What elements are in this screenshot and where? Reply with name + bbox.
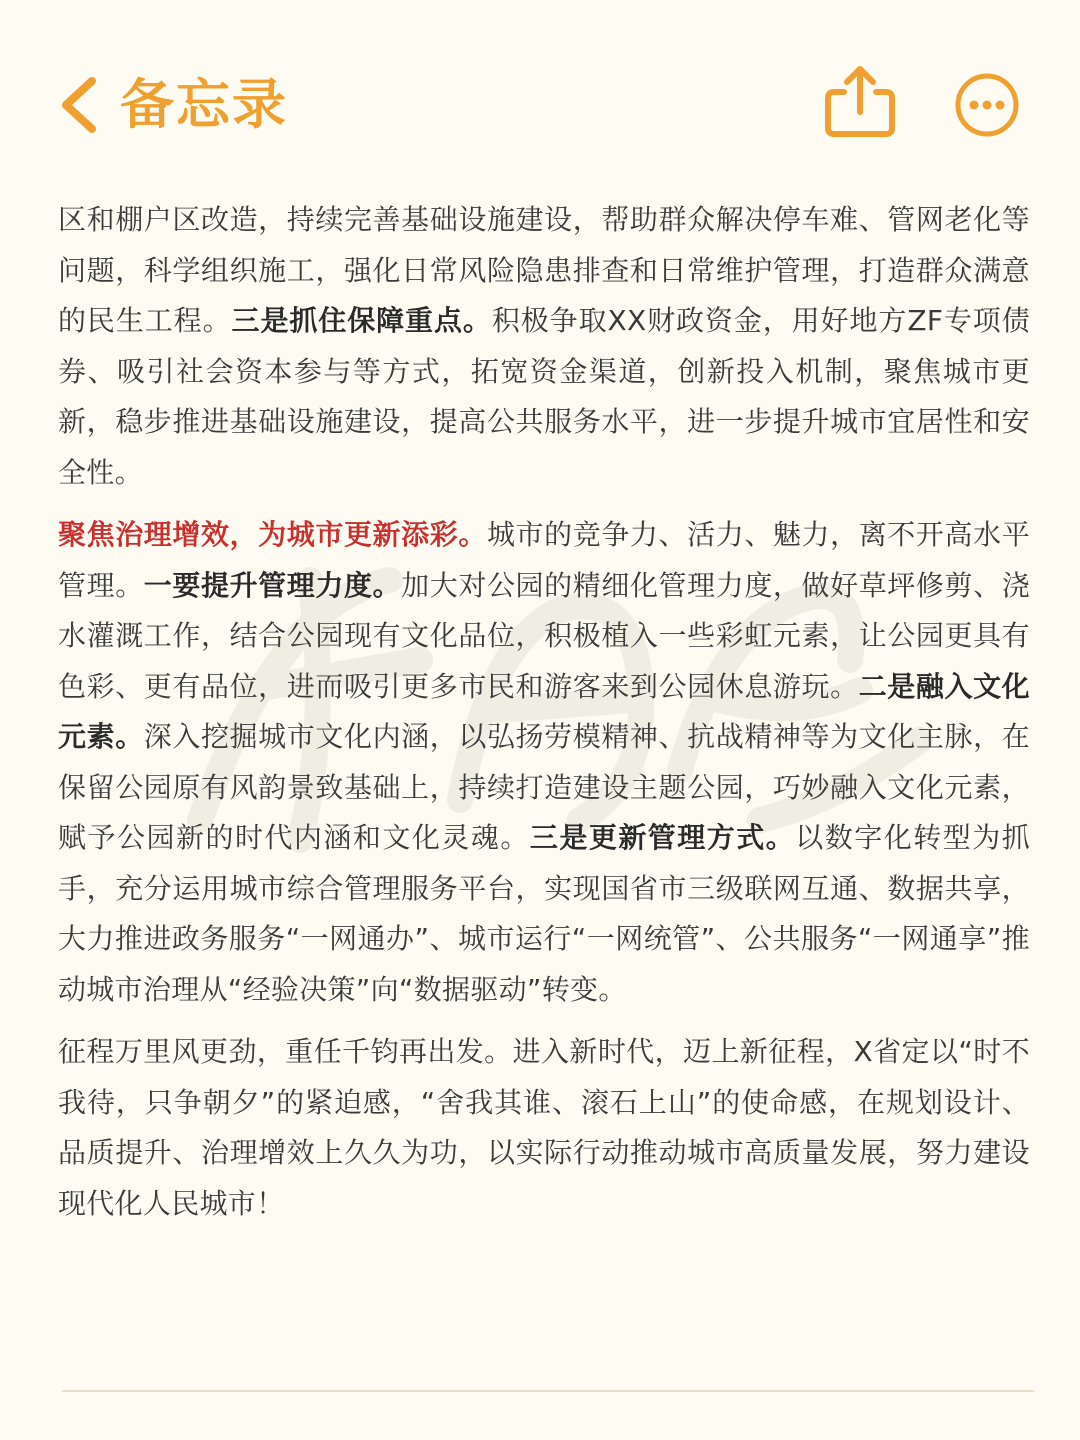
back-button[interactable] — [58, 60, 288, 150]
paragraph-3 — [58, 1027, 1030, 1229]
bold-subheading: 三是更新管理方式。 — [529, 821, 796, 854]
share-icon — [820, 62, 900, 142]
nav-bar — [0, 0, 1080, 180]
note-content — [58, 195, 1030, 1241]
more-dots-icon — [954, 72, 1020, 138]
more-button[interactable] — [954, 72, 1020, 138]
paragraph-2 — [58, 510, 1030, 1015]
text-run: 城市的竞争力、活力、魅力，离不开高水平管理。 — [58, 518, 1030, 602]
bold-subheading: 二是融入文化元素。 — [58, 669, 1030, 753]
text-run: 征程万里风更劲，重任千钧再出发。进入新时代，迈上新征程，X省定以“时不我待，只争朝夕”的紧迫感，“舍我其谁、滚石上山”的使命感，在规划设计、品质提升、治理增效上久久为功，以实际行动推动城市高质量发展，努力建设现代化人民城市！ — [58, 1035, 1030, 1220]
bold-subheading: 三是抓住保障重点。 — [231, 304, 492, 337]
chevron-left-icon — [58, 75, 98, 135]
text-run: 区和棚户区改造，持续完善基础设施建设，帮助群众解决停车难、管网老化等问题，科学组织施工，强化日常风险隐患排查和日常维护管理，打造群众满意的民生工程。 — [58, 203, 1030, 337]
share-button[interactable] — [820, 62, 900, 142]
text-run: 深入挖掘城市文化内涵，以弘扬劳模精神、抗战精神等为文化主脉，在保留公园原有风韵景致基础上，持续打造建设主题公园，巧妙融入文化元素，赋予公园新的时代内涵和文化灵魂。 — [58, 720, 1030, 854]
text-run: 加大对公园的精细化管理力度，做好草坪修剪、浇水灌溉工作，结合公园现有文化品位，积极植入一些彩虹元素，让公园更具有色彩、更有品位，进而吸引更多市民和游客来到公园休息游玩。 — [58, 568, 1030, 703]
text-run: 积极争取XX财政资金，用好地方ZF专项债券、吸引社会资本参与等方式，拓宽资金渠道，创新投入机制，聚焦城市更新，稳步推进基础设施建设，提高公共服务水平，进一步提升城市宜居性和安全性。 — [58, 304, 1030, 489]
bottom-divider — [62, 1390, 1034, 1392]
paragraph-1 — [58, 195, 1030, 498]
section-heading: 聚焦治理增效，为城市更新添彩。 — [58, 518, 487, 551]
text-run: 以数字化转型为抓手，充分运用城市综合管理服务平台，实现国省市三级联网互通、数据共享，大力推进政务服务“一网通办”、城市运行“一网统管”、公共服务“一网通享”推动城市治理从“经验决策”向“数据驱动”转变。 — [58, 821, 1030, 1006]
bold-subheading: 一要提升管理力度。 — [143, 568, 402, 602]
back-label: 备忘录 — [120, 73, 288, 136]
